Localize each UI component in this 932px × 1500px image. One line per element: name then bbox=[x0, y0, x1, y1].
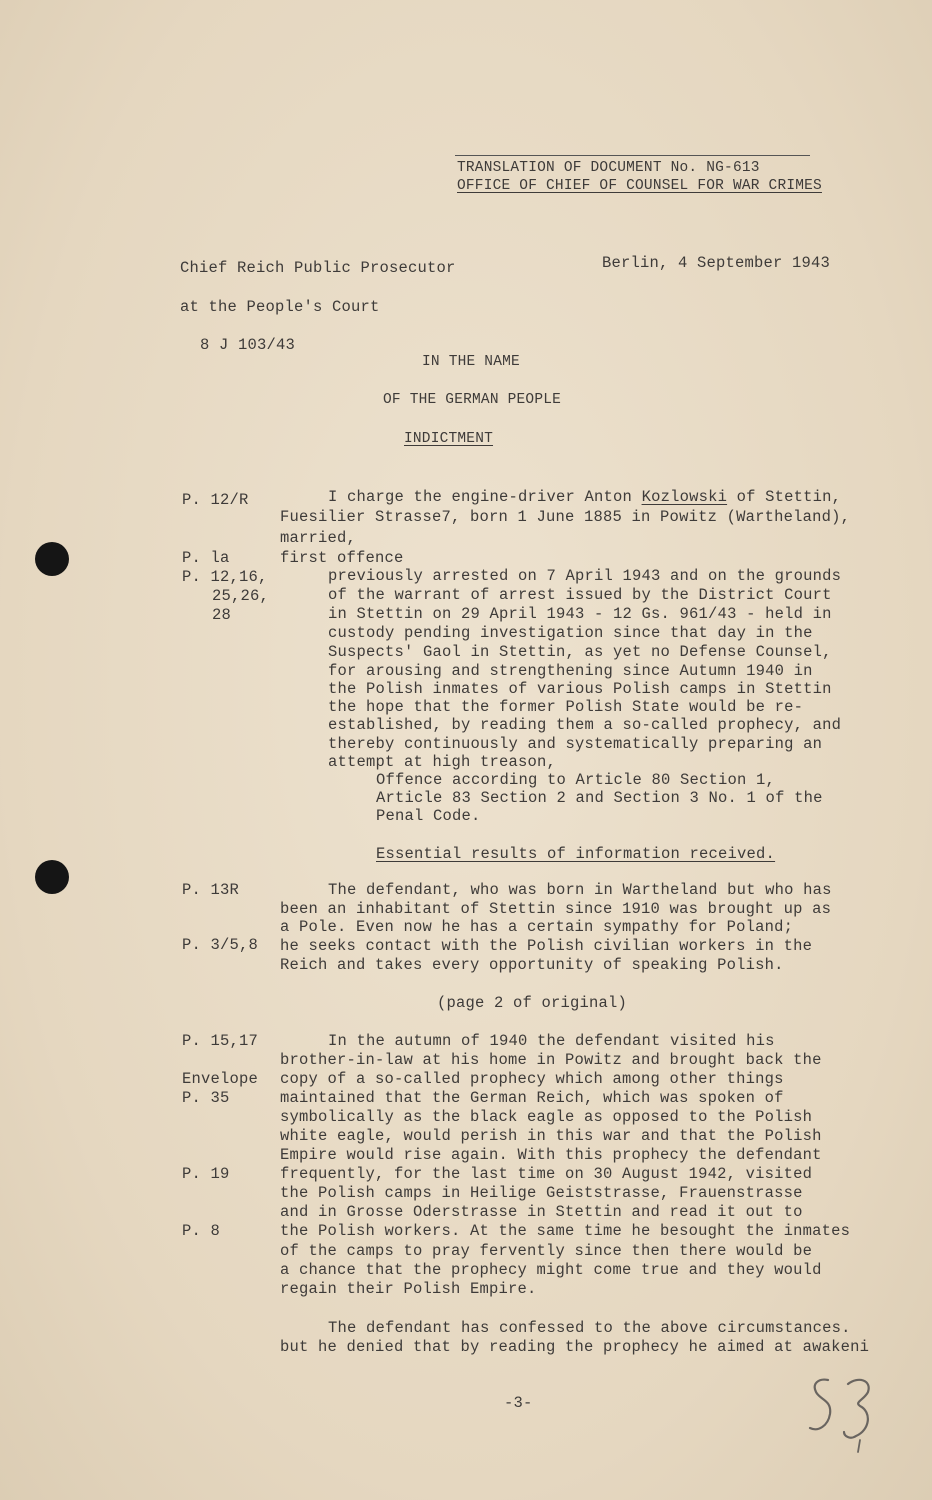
para2-line: brother-in-law at his home in Powitz and brought back the bbox=[280, 1051, 822, 1069]
para1-line: Reich and takes every opportunity of speaking Polish. bbox=[280, 956, 784, 974]
para2-line: Empire would rise again. With this prophecy the defendant bbox=[280, 1146, 822, 1164]
para1-line: The defendant, who was born in Wartheland but who has bbox=[328, 881, 832, 899]
charge-detail-line: established, by reading them a so-called prophecy, and bbox=[328, 716, 842, 734]
charge-detail-line: the hope that the former Polish State would be re- bbox=[328, 698, 804, 716]
para1-line: been an inhabitant of Stettin since 1910 was brought up as bbox=[280, 900, 832, 918]
para2-line: a chance that the prophecy might come true and they would bbox=[280, 1261, 822, 1279]
margin-ref: Envelope bbox=[182, 1070, 259, 1088]
margin-ref: P. 8 bbox=[182, 1222, 221, 1240]
page-number: -3- bbox=[504, 1394, 533, 1412]
punch-hole-top bbox=[35, 542, 69, 576]
charge-detail-line: thereby continuously and systematically preparing an bbox=[328, 735, 823, 753]
margin-ref: P. 12,16, bbox=[182, 568, 268, 586]
margin-ref: 28 bbox=[212, 606, 232, 624]
sender-title-line2: at the People's Court bbox=[180, 298, 380, 316]
charge-line4: first offence bbox=[280, 549, 404, 567]
margin-ref: P. 15,17 bbox=[182, 1032, 259, 1050]
charge-line1-pre: I charge the engine-driver Anton bbox=[328, 488, 642, 506]
para2-line: maintained that the German Reich, which was spoken of bbox=[280, 1089, 784, 1107]
para2-line: regain their Polish Empire. bbox=[280, 1280, 537, 1298]
para2-line: white eagle, would perish in this war and that the Polish bbox=[280, 1127, 822, 1145]
punch-hole-bottom bbox=[35, 860, 69, 894]
margin-ref: P. la bbox=[182, 549, 230, 567]
charge-detail-line: Suspects' Gaol in Stettin, as yet no Defense Counsel, bbox=[328, 643, 832, 661]
heading-line2: OF THE GERMAN PEOPLE bbox=[383, 392, 562, 408]
translation-line: TRANSLATION OF DOCUMENT No. NG-613 bbox=[457, 160, 760, 176]
margin-ref: P. 3/5,8 bbox=[182, 936, 259, 954]
margin-ref: P. 35 bbox=[182, 1089, 230, 1107]
offence-line: Article 83 Section 2 and Section 3 No. 1 of the bbox=[376, 789, 823, 807]
para1-line: a Pole. Even now he has a certain sympathy for Poland; bbox=[280, 918, 794, 936]
charge-detail-line: custody pending investigation since that day in the bbox=[328, 624, 813, 642]
para2-line: frequently, for the last time on 30 August 1942, visited bbox=[280, 1165, 813, 1183]
para2-line: the Polish camps in Heilige Geiststrasse, Frauenstrasse bbox=[280, 1184, 803, 1202]
margin-ref: 25,26, bbox=[212, 587, 270, 605]
charge-detail-line: for arousing and strengthening since Autumn 1940 in bbox=[328, 662, 813, 680]
margin-ref: P. 13R bbox=[182, 881, 240, 899]
para2-line: symbolically as the black eagle as opposed to the Polish bbox=[280, 1108, 813, 1126]
heading-line1: IN THE NAME bbox=[422, 354, 520, 370]
charge-detail-line: attempt at high treason, bbox=[328, 753, 557, 771]
para2-line: copy of a so-called prophecy which among other things bbox=[280, 1070, 784, 1088]
margin-ref: P. 19 bbox=[182, 1165, 230, 1183]
para3-line: The defendant has confessed to the above circumstances. bbox=[328, 1319, 851, 1337]
charge-detail-line: the Polish inmates of various Polish camps in Stettin bbox=[328, 680, 832, 698]
offence-line: Penal Code. bbox=[376, 807, 481, 825]
margin-ref: P. 12/R bbox=[182, 491, 249, 509]
charge-line3: married, bbox=[280, 529, 357, 547]
sender-title-line1: Chief Reich Public Prosecutor bbox=[180, 259, 456, 277]
header-rule-top bbox=[455, 155, 810, 156]
charge-line1-post: of Stettin, bbox=[727, 488, 842, 506]
page-note: (page 2 of original) bbox=[437, 994, 628, 1012]
reference-number: 8 J 103/43 bbox=[200, 336, 296, 354]
place-date: Berlin, 4 September 1943 bbox=[602, 254, 831, 272]
offence-line: Offence according to Article 80 Section 1, bbox=[376, 771, 776, 789]
para3-line: but he denied that by reading the prophecy he aimed at awakeni bbox=[280, 1338, 870, 1356]
para1-line: he seeks contact with the Polish civilian workers in the bbox=[280, 937, 813, 955]
defendant-name: Kozlowski bbox=[641, 488, 728, 506]
section-heading: Essential results of information received. bbox=[376, 845, 776, 863]
para2-line: the Polish workers. At the same time he besought the inmates bbox=[280, 1222, 851, 1240]
office-line: OFFICE OF CHIEF OF COUNSEL FOR WAR CRIMES bbox=[457, 178, 822, 194]
para2-line: In the autumn of 1940 the defendant visited his bbox=[328, 1032, 775, 1050]
heading-indictment: INDICTMENT bbox=[404, 431, 494, 447]
para2-line: of the camps to pray fervently since then there would be bbox=[280, 1242, 813, 1260]
charge-detail-line: previously arrested on 7 April 1943 and on the grounds bbox=[328, 567, 842, 585]
charge-detail-line: of the warrant of arrest issued by the District Court bbox=[328, 586, 832, 604]
para2-line: and in Grosse Oderstrasse in Stettin and read it out to bbox=[280, 1203, 803, 1221]
charge-line2: Fuesilier Strasse7, born 1 June 1885 in Powitz (Wartheland), bbox=[280, 508, 851, 526]
charge-line1 bbox=[328, 488, 841, 507]
charge-detail-line: in Stettin on 29 April 1943 - 12 Gs. 961/43 - held in bbox=[328, 605, 832, 623]
handwritten-page-number bbox=[800, 1370, 880, 1460]
